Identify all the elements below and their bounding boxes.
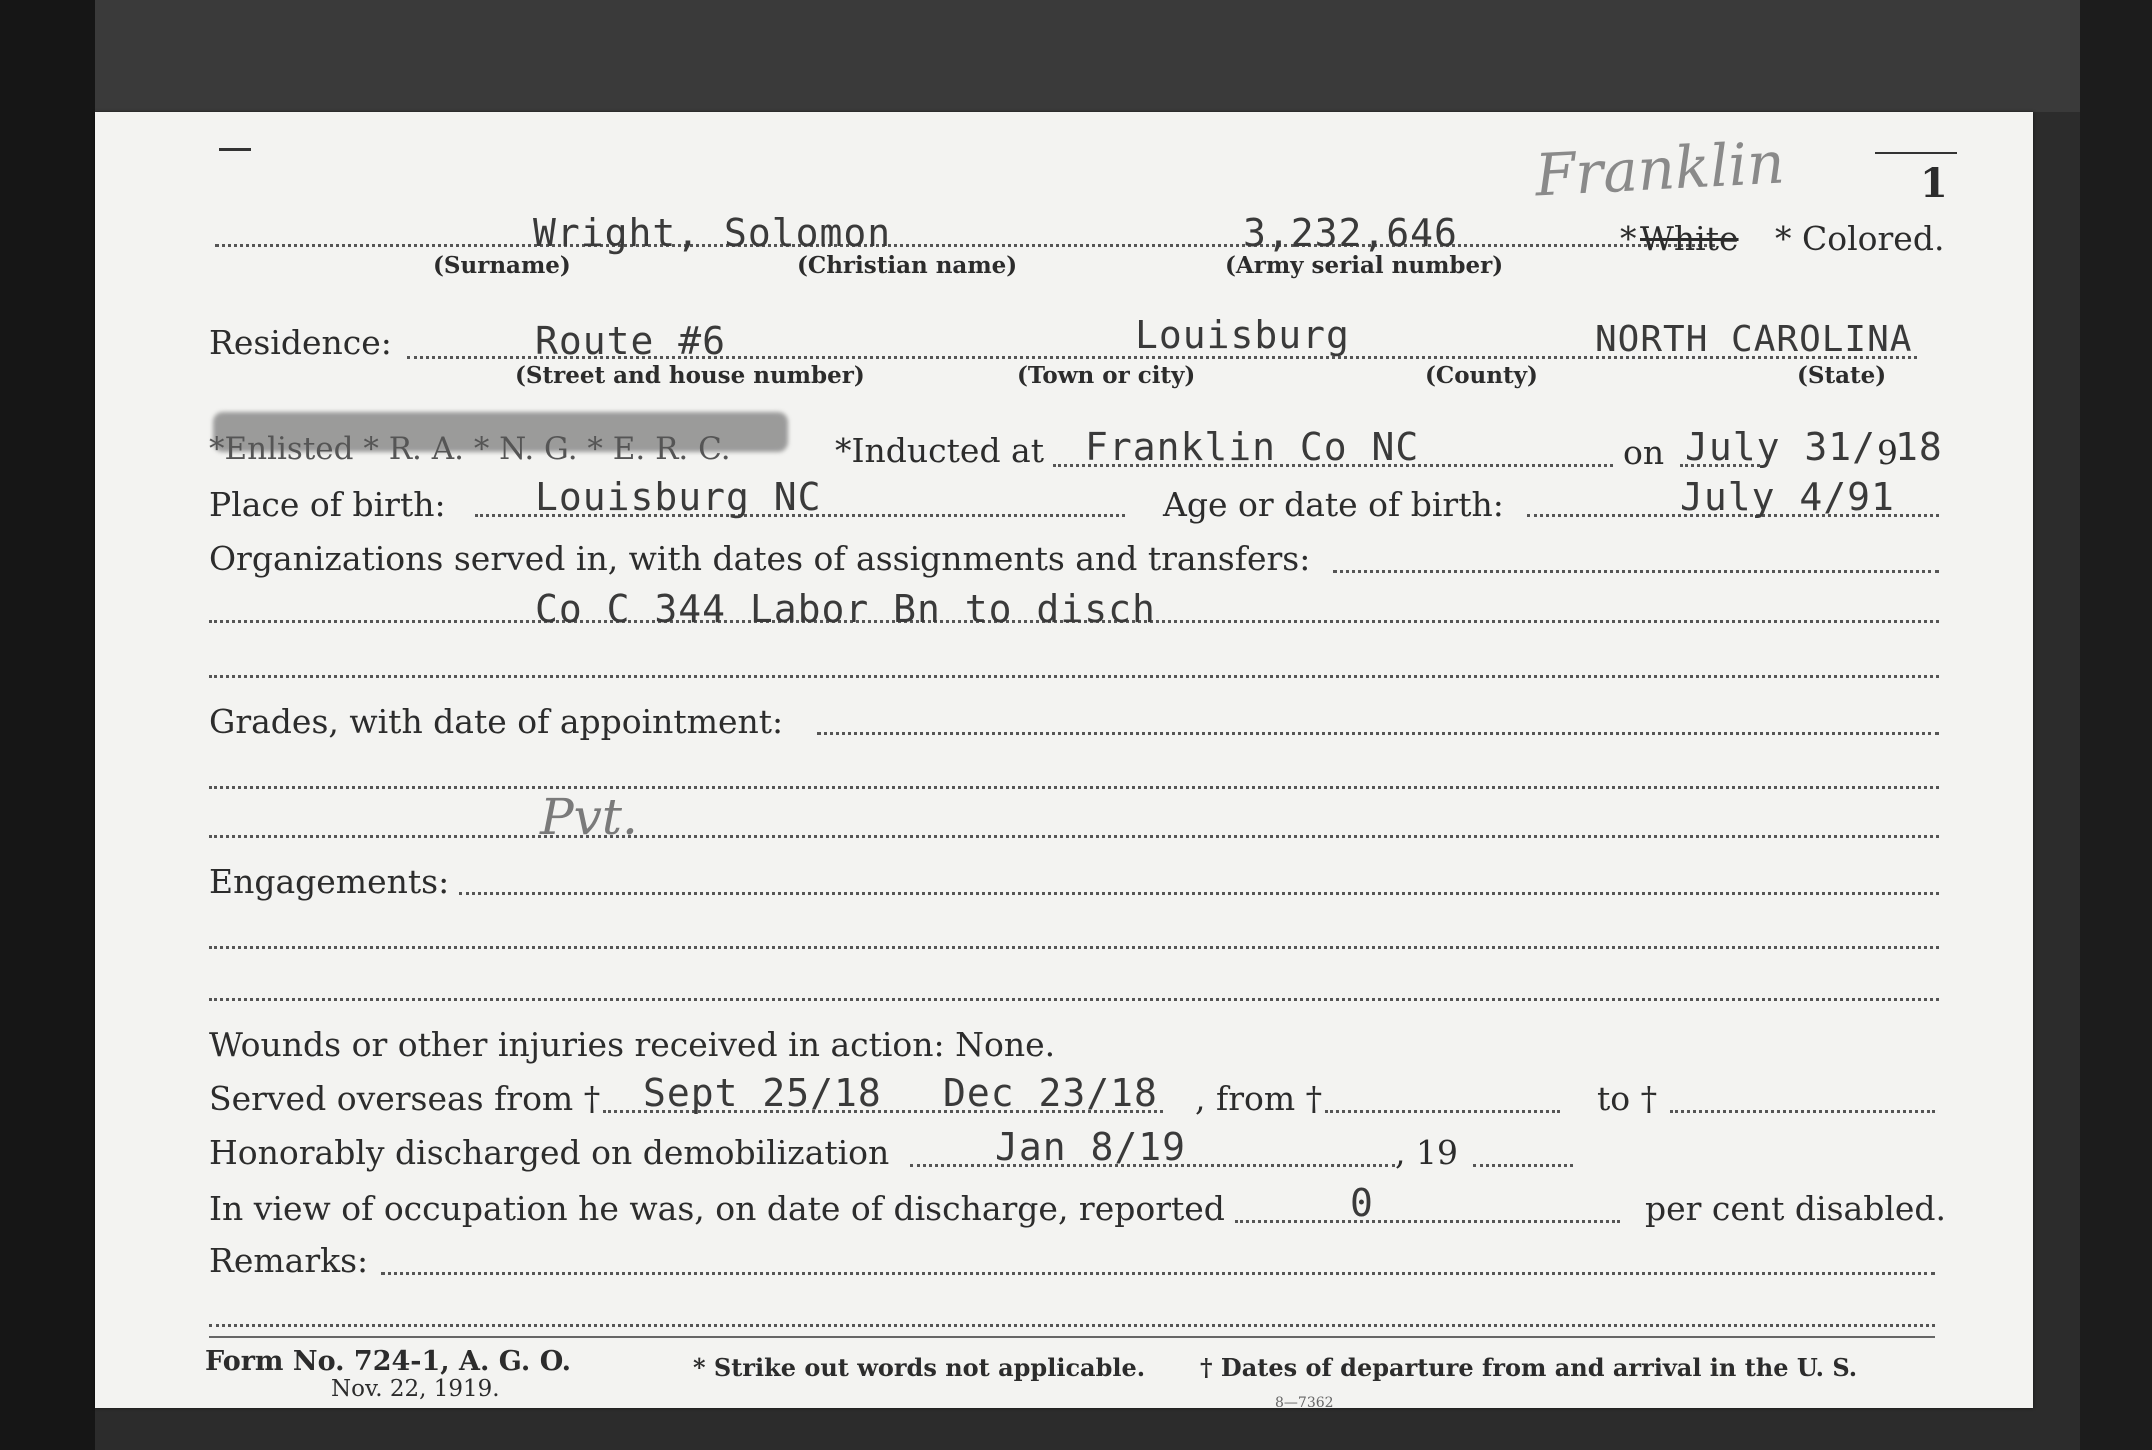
organizations-label: Organizations served in, with dates of assignments and transfers: — [209, 539, 1311, 578]
card-number: 1 — [1920, 160, 1948, 207]
place-of-birth-value: Louisburg NC — [535, 475, 822, 519]
overseas-from2-line — [1325, 1110, 1560, 1113]
grades-value: Pvt. — [540, 788, 638, 846]
grades-line-3 — [209, 835, 1939, 838]
organizations-line-1 — [1333, 570, 1939, 573]
engagements-line-3 — [209, 998, 1939, 1001]
discharge-label: Honorably discharged on demobilization — [209, 1133, 890, 1172]
serial-value: 3,232,646 — [1243, 211, 1458, 255]
record-card — [95, 112, 2033, 1411]
overseas-to2-line — [1670, 1110, 1935, 1113]
corner-dash — [219, 148, 251, 151]
inducted-value: Franklin Co NC — [1085, 425, 1420, 469]
scan-background-top — [95, 0, 2152, 112]
white-label-struck: White — [1640, 219, 1739, 258]
footer-note-dates: † Dates of departure from and arrival in the U. S. — [1200, 1353, 1858, 1382]
enlisted-options: *Enlisted * R. A. * N. G. * E. R. C. — [209, 431, 731, 467]
residence-town: Louisburg — [1135, 313, 1350, 357]
grades-line-2 — [209, 786, 1939, 789]
scan-background-left — [0, 0, 95, 1450]
organizations-value: Co C 344 Labor Bn to disch — [535, 587, 1156, 631]
grades-label: Grades, with date of appointment: — [209, 702, 784, 741]
overseas-to2-label: to † — [1597, 1079, 1658, 1118]
organizations-line-3 — [209, 675, 1939, 678]
discharge-value: Jan 8/19 — [995, 1125, 1187, 1169]
discharge-year-label: , 19 — [1395, 1133, 1458, 1172]
colored-label: * Colored. — [1775, 219, 1945, 258]
disability-value: 0 — [1350, 1181, 1374, 1225]
town-caption: (Town or city) — [1017, 362, 1196, 389]
wounds-label: Wounds or other injuries received in action: None. — [209, 1025, 1056, 1064]
handwritten-county: Franklin — [1533, 128, 1787, 210]
remarks-line-2 — [209, 1324, 1935, 1327]
disability-suffix: per cent disabled. — [1645, 1189, 1947, 1228]
age-value: July 4/91 — [1680, 475, 1895, 519]
inducted-year-prefix: 9 — [1877, 433, 1898, 472]
overseas-to-value: Dec 23/18 — [943, 1071, 1158, 1115]
street-caption: (Street and house number) — [515, 362, 865, 389]
surname-caption: (Surname) — [433, 252, 571, 279]
overseas-label: Served overseas from † — [209, 1079, 601, 1118]
scan-background-right — [2080, 0, 2152, 1450]
residence-street: Route #6 — [535, 319, 727, 363]
grades-line-1 — [817, 732, 1939, 735]
christian-name-caption: (Christian name) — [797, 252, 1018, 279]
form-number: Form No. 724-1, A. G. O. — [205, 1346, 572, 1377]
footer-rule — [209, 1336, 1935, 1338]
white-star: * — [1620, 219, 1637, 258]
name-value: Wright, Solomon — [533, 211, 892, 255]
county-caption: (County) — [1425, 362, 1538, 389]
inducted-date: July 31/ — [1685, 425, 1877, 469]
inducted-year: 18 — [1895, 425, 1943, 469]
remarks-label: Remarks: — [209, 1241, 369, 1280]
state-caption: (State) — [1797, 362, 1887, 389]
engagements-line-2 — [209, 946, 1939, 949]
on-label: on — [1623, 433, 1665, 472]
overseas-from-value: Sept 25/18 — [643, 1071, 882, 1115]
residence-state: NORTH CAROLINA — [1595, 319, 1913, 360]
age-label: Age or date of birth: — [1163, 485, 1504, 524]
engagements-label: Engagements: — [209, 862, 450, 901]
discharge-year-line — [1473, 1164, 1573, 1167]
disability-label: In view of occupation he was, on date of discharge, reported — [209, 1189, 1225, 1228]
overseas-from2-label: , from † — [1195, 1079, 1323, 1118]
card-number-rule — [1875, 152, 1957, 154]
footer-code: 8—7362 — [1275, 1395, 1334, 1411]
engagements-line-1 — [459, 892, 1939, 895]
residence-label: Residence: — [209, 323, 392, 362]
place-of-birth-label: Place of birth: — [209, 485, 446, 524]
footer-note-strike: * Strike out words not applicable. — [693, 1353, 1146, 1382]
remarks-line-1 — [381, 1272, 1935, 1275]
disability-line — [1235, 1220, 1620, 1223]
form-date: Nov. 22, 1919. — [331, 1376, 500, 1402]
serial-caption: (Army serial number) — [1225, 252, 1504, 279]
inducted-label: *Inducted at — [835, 431, 1044, 470]
